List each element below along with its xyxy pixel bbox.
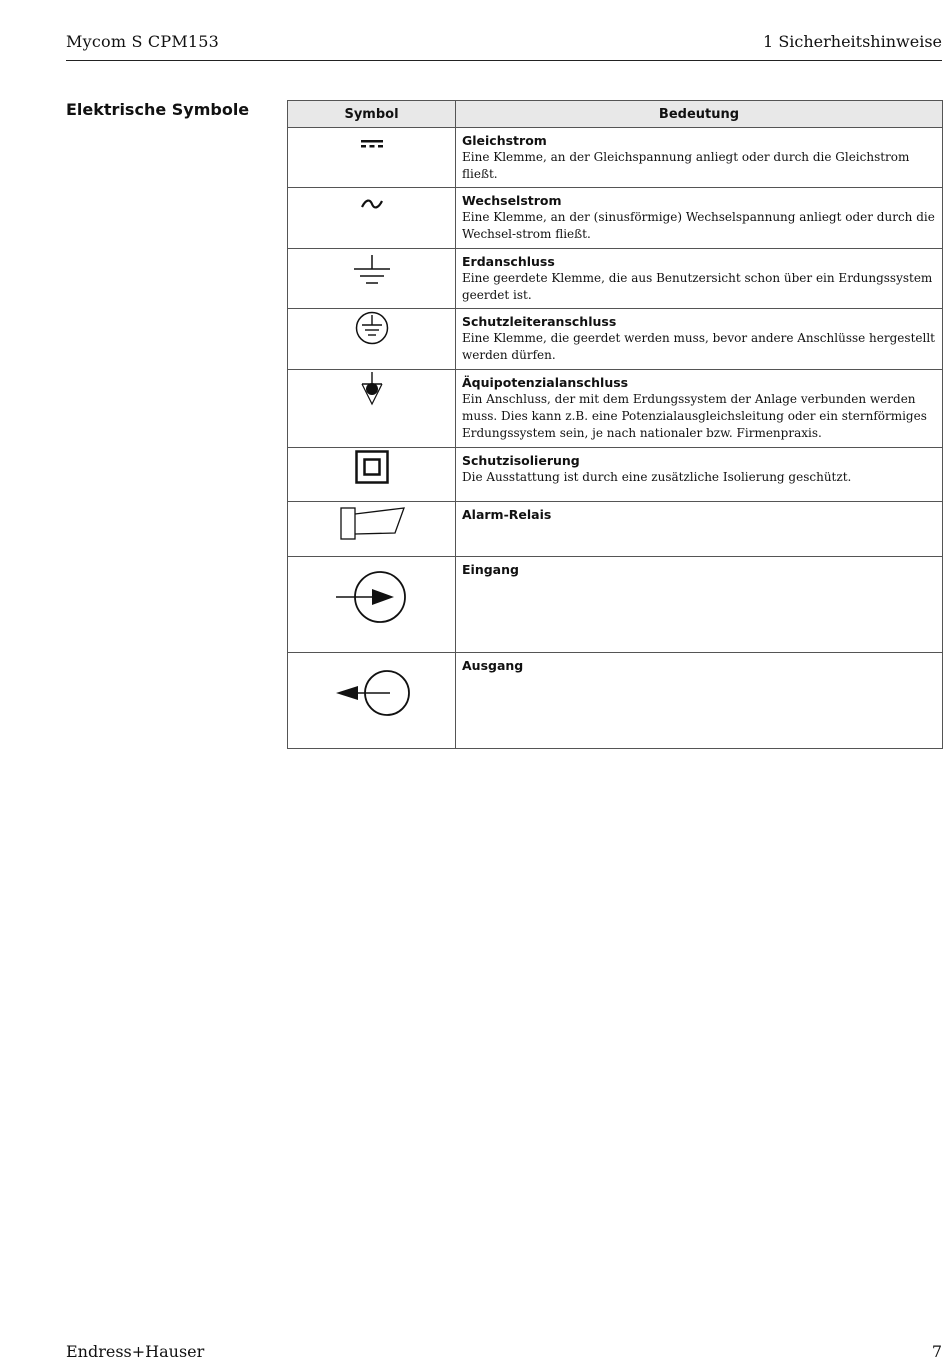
description: Ein Anschluss, der mit dem Erdungssystem der Anlage verbunden werden muss. Dies kann z.B. eine Potenzialausgleichsleitung oder ein sternförmiges Erdungssystem sein, je nach nationaler bzw. Firmenpraxis. <box>462 392 927 440</box>
table-row <box>288 448 943 502</box>
term: Ausgang <box>462 658 524 673</box>
meaning-cell <box>456 128 943 188</box>
description: Eine Klemme, an der Gleichspannung anliegt oder durch die Gleichstrom fließt. <box>462 150 910 181</box>
meaning-cell <box>456 653 943 749</box>
table-row <box>288 370 943 448</box>
meaning-cell <box>456 249 943 309</box>
output-icon <box>332 653 412 723</box>
header-chapter: 1 Sicherheitshinweise <box>763 32 942 51</box>
term: Alarm-Relais <box>462 507 552 522</box>
symbol-cell <box>288 128 456 188</box>
symbol-cell <box>288 502 456 557</box>
meaning-cell <box>456 188 943 249</box>
term: Erdanschluss <box>462 254 555 269</box>
header-product: Mycom S CPM153 <box>66 32 220 51</box>
term: Schutzleiteranschluss <box>462 314 617 329</box>
col-header-meaning: Bedeutung <box>456 101 943 128</box>
symbols-table <box>287 100 943 749</box>
header-rule <box>66 60 942 61</box>
table-row <box>288 502 943 557</box>
section-title: Elektrische Symbole <box>66 100 250 119</box>
table-row <box>288 249 943 309</box>
footer-brand: Endress+Hauser <box>66 1342 205 1361</box>
table-row <box>288 309 943 370</box>
term: Schutzisolierung <box>462 453 580 468</box>
table-row <box>288 188 943 249</box>
symbol-cell <box>288 557 456 653</box>
symbol-cell <box>288 448 456 502</box>
term: Gleichstrom <box>462 133 547 148</box>
direct-current-icon <box>357 128 387 158</box>
page-number: 7 <box>931 1342 942 1361</box>
meaning-cell <box>456 370 943 448</box>
alternating-current-icon <box>357 188 387 222</box>
description: Die Ausstattung ist durch eine zusätzliche Isolierung geschützt. <box>462 470 852 484</box>
meaning-cell <box>456 309 943 370</box>
meaning-cell <box>456 557 943 653</box>
ground-icon <box>350 249 394 299</box>
symbol-cell <box>288 249 456 309</box>
symbol-cell <box>288 188 456 249</box>
symbol-cell <box>288 370 456 448</box>
table-row <box>288 128 943 188</box>
meaning-cell <box>456 502 943 557</box>
table-row <box>288 653 943 749</box>
meaning-cell <box>456 448 943 502</box>
symbol-cell <box>288 653 456 749</box>
col-header-symbol: Symbol <box>288 101 456 128</box>
protective-earth-icon <box>350 309 394 353</box>
table-header-row <box>288 101 943 128</box>
equipotential-icon <box>352 370 392 410</box>
table-row <box>288 557 943 653</box>
description: Eine geerdete Klemme, die aus Benutzersicht schon über ein Erdungssystem geerdet ist. <box>462 271 933 302</box>
input-icon <box>332 557 412 627</box>
term: Äquipotenzialanschluss <box>462 375 629 390</box>
double-insulation-icon <box>352 448 392 488</box>
term: Wechselstrom <box>462 193 562 208</box>
symbol-cell <box>288 309 456 370</box>
term: Eingang <box>462 562 519 577</box>
description: Eine Klemme, an der (sinusförmige) Wechselspannung anliegt oder durch die Wechsel-strom fließt. <box>462 210 935 241</box>
alarm-relay-icon <box>332 502 412 548</box>
description: Eine Klemme, die geerdet werden muss, bevor andere Anschlüsse hergestellt werden dürfen. <box>462 331 935 362</box>
